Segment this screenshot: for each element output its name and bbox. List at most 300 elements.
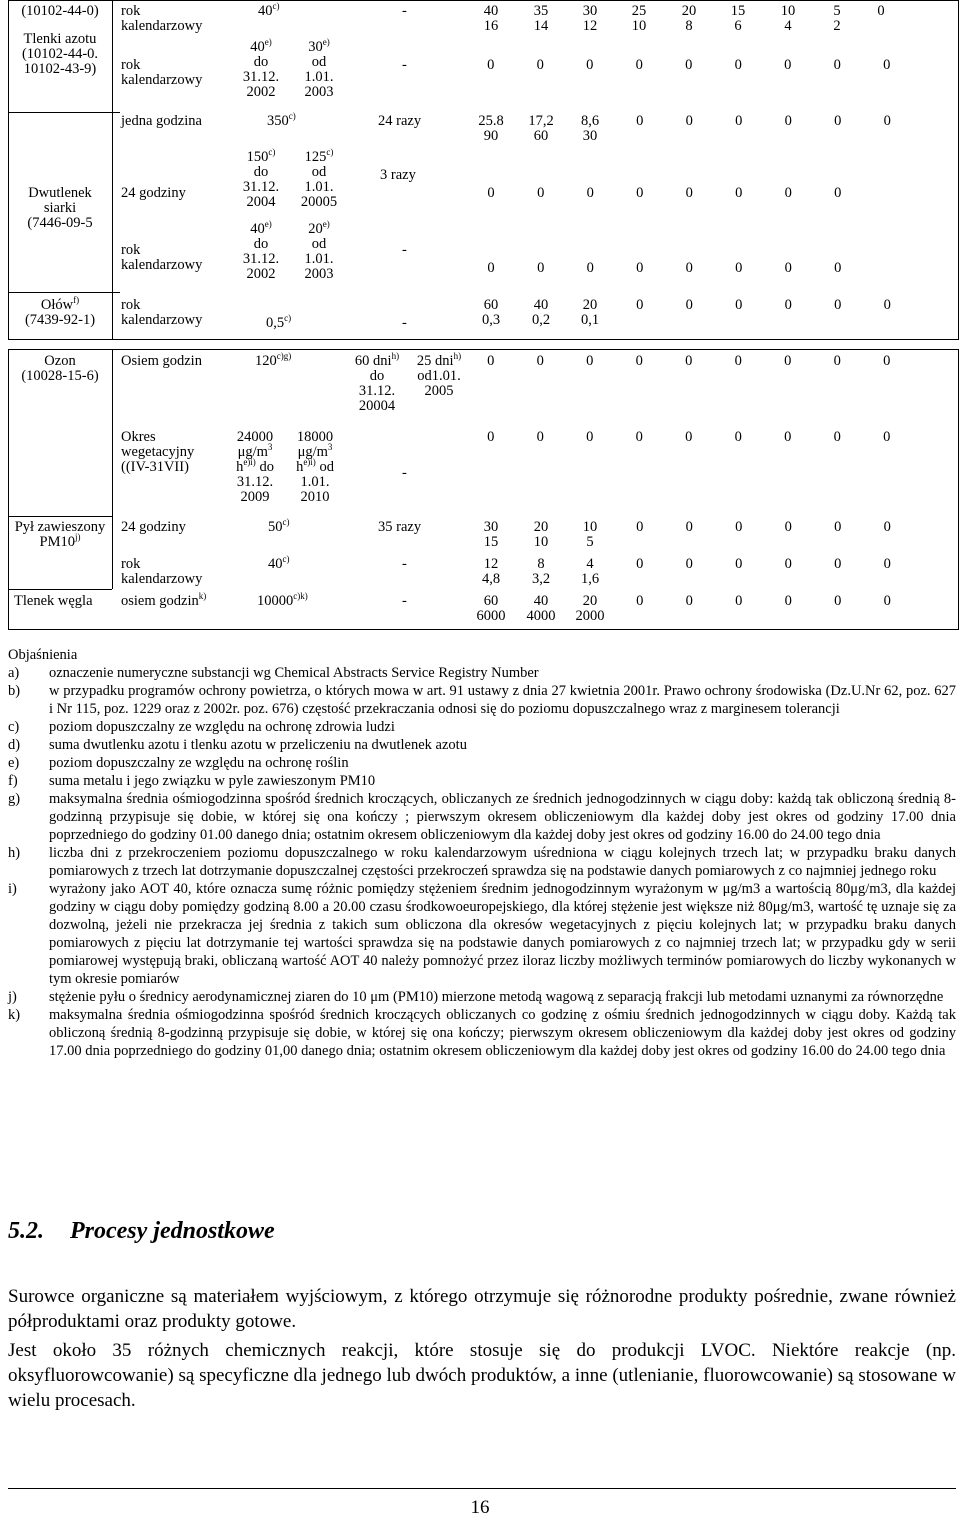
footnote-text: poziom dopuszczalny ze względu na ochronę roślin xyxy=(49,755,349,771)
footnote-ref: h) xyxy=(453,351,462,362)
d xyxy=(346,351,408,369)
margin-pair xyxy=(571,594,609,624)
margin-pair xyxy=(522,520,560,550)
split-value-to xyxy=(286,430,344,505)
z: 0 xyxy=(834,556,842,572)
footnote-ref: c) xyxy=(282,517,290,528)
m: 90 xyxy=(483,128,499,144)
d: 1.01. xyxy=(304,179,334,195)
z: 0 xyxy=(734,57,742,73)
period-label: Osiem godzin xyxy=(121,353,202,369)
z: 0 xyxy=(487,353,495,369)
d: 2005 xyxy=(424,383,454,399)
margin-pair xyxy=(721,4,755,34)
m: 4 xyxy=(586,556,594,572)
z: 0 xyxy=(735,185,743,201)
z: 0 xyxy=(734,353,742,369)
substance-olow xyxy=(8,295,112,328)
zero-row xyxy=(466,58,912,73)
margin-pair xyxy=(474,4,508,34)
period-line: kalendarzowy xyxy=(121,18,203,34)
v: 125 xyxy=(304,149,327,165)
zero-row xyxy=(466,186,863,201)
m: 17,2 xyxy=(528,113,554,129)
exceedances: 3 razy xyxy=(380,167,416,183)
v: do xyxy=(259,459,274,475)
m: 20 xyxy=(582,297,598,313)
m: 35 xyxy=(533,3,549,19)
z: 0 xyxy=(636,519,644,535)
footnote-item xyxy=(8,664,956,682)
d: 2003 xyxy=(304,266,334,282)
z: 0 xyxy=(784,556,792,572)
footnote-ref: c) xyxy=(288,111,296,122)
m: 10 xyxy=(780,3,796,19)
m: 0,2 xyxy=(531,312,551,328)
z: 0 xyxy=(636,593,644,609)
margin-value: 0 xyxy=(877,3,885,19)
z: 0 xyxy=(834,113,842,129)
z: 0 xyxy=(735,593,743,609)
footnote-ref: f) xyxy=(73,295,80,306)
row-divider xyxy=(8,112,120,113)
z: 0 xyxy=(685,113,693,129)
z: 0 xyxy=(635,57,643,73)
z: 0 xyxy=(735,297,743,313)
footnote-item xyxy=(8,754,956,772)
v: μg/m xyxy=(297,444,328,460)
margin-pair xyxy=(573,4,607,34)
period-line: ((IV-31VII) xyxy=(121,459,189,475)
m: 12 xyxy=(483,556,499,572)
z: 0 xyxy=(685,297,693,313)
period-label xyxy=(121,557,202,587)
m: 25.8 xyxy=(478,113,504,129)
m: 20 xyxy=(681,3,697,19)
value xyxy=(236,147,286,165)
exceedances: 35 razy xyxy=(378,519,422,535)
d: od xyxy=(311,164,327,180)
z: 0 xyxy=(636,260,644,276)
value: 50 xyxy=(268,519,283,535)
footnote-item xyxy=(8,736,956,754)
d: 2010 xyxy=(300,489,330,505)
dash: - xyxy=(402,3,407,19)
footnotes xyxy=(8,646,956,1060)
zero-row xyxy=(466,261,863,276)
z: 0 xyxy=(734,429,742,445)
z: 0 xyxy=(635,429,643,445)
d: 24000 xyxy=(236,429,274,445)
z: 0 xyxy=(784,113,792,129)
d: 31.12. xyxy=(236,474,274,490)
s: Ołów xyxy=(40,297,74,313)
value: 0,5 xyxy=(266,315,285,331)
z: 0 xyxy=(834,593,842,609)
z: 0 xyxy=(685,260,693,276)
margin-pair xyxy=(522,557,560,587)
d xyxy=(410,351,468,369)
z: 0 xyxy=(586,185,594,201)
z: 0 xyxy=(883,353,891,369)
substance-line: Pył zawieszony xyxy=(14,519,106,535)
period-line: rok xyxy=(121,57,141,73)
footnote-ref: c) xyxy=(282,554,290,565)
d: od1.01. xyxy=(417,368,461,384)
v: h xyxy=(236,459,244,475)
period-label xyxy=(121,243,202,273)
d: 2003 xyxy=(304,84,334,100)
margin-pair xyxy=(571,520,609,550)
m: 2000 xyxy=(575,608,605,624)
m: 1,6 xyxy=(580,571,600,587)
footnote-item xyxy=(8,772,956,790)
split-value-to xyxy=(294,219,344,282)
footnote-letter: c) xyxy=(8,719,20,735)
period-line: kalendarzowy xyxy=(121,312,203,328)
split-value-from xyxy=(236,37,286,100)
margin-pair xyxy=(472,520,510,550)
split-value-to xyxy=(294,147,344,210)
d: 2002 xyxy=(246,266,276,282)
m: 10 xyxy=(533,534,549,550)
footnote-item xyxy=(8,682,956,718)
period-label: 24 godziny xyxy=(121,519,186,535)
footnote-text: oznaczenie numeryczne substancji wg Chemical Abstracts Service Registry Number xyxy=(49,665,539,681)
z: 0 xyxy=(685,429,693,445)
zero-row xyxy=(466,430,912,445)
m: 2 xyxy=(833,18,841,34)
m: 3,2 xyxy=(531,571,551,587)
footnote-letter: a) xyxy=(8,665,20,681)
period-line: kalendarzowy xyxy=(121,571,203,587)
z: 0 xyxy=(636,297,644,313)
days-after xyxy=(410,351,468,399)
margin-pair xyxy=(472,298,510,328)
value: 40 xyxy=(268,556,283,572)
margin-pair xyxy=(522,298,560,328)
z: 0 xyxy=(636,556,644,572)
value-cell xyxy=(268,517,290,535)
zero-row xyxy=(615,557,912,572)
m: 60 xyxy=(483,593,499,609)
z: 0 xyxy=(536,429,544,445)
substance-line: (7439-92-1) xyxy=(24,312,96,328)
z: 0 xyxy=(735,260,743,276)
period-label: jedna godzina xyxy=(121,113,202,129)
zero-row xyxy=(615,298,912,313)
footnote-text: maksymalna średnia ośmiogodzinna spośród średnich kroczących, obliczanych ze średnich jednogodzinnych w ciągu doby: każdą tak obliczoną średnią 8-godzinną przypisuje się dobie, w której się ona kończy ; pierwszym okresem obliczeniowym dla każdej doby jest okres od godziny 17.00 dnia poprzedniego do godziny 01.00 danego dnia; ostatnim okresem obliczeniowym dla każdej doby jest okres od godziny 16.00 do 24.00 tego dnia xyxy=(49,791,956,843)
m: 0,3 xyxy=(481,312,501,328)
footnote-item xyxy=(8,844,956,880)
value-cell xyxy=(266,313,292,331)
z: 0 xyxy=(883,556,891,572)
margin-pair xyxy=(771,4,805,34)
d: 2009 xyxy=(240,489,270,505)
exceedances: 24 razy xyxy=(378,113,422,129)
table-upper-divider xyxy=(112,0,113,340)
value xyxy=(294,219,344,237)
section-paragraph: Surowce organiczne są materiałem wyjściowym, z którego otrzymuje się różnorodne produkty pośrednie, zwane również półproduktami oraz produkty gotowe. xyxy=(8,1286,956,1332)
m: 40 xyxy=(483,3,499,19)
s: PM10 xyxy=(39,534,75,550)
z: 0 xyxy=(537,260,545,276)
d: 1.01. xyxy=(300,474,330,490)
z: 0 xyxy=(636,113,644,129)
period-label xyxy=(121,430,194,475)
d: 20005 xyxy=(300,194,338,210)
m: 15 xyxy=(483,534,499,550)
v: od xyxy=(319,459,334,475)
m: 4,8 xyxy=(481,571,501,587)
footnote-ref: e)i) xyxy=(243,457,256,468)
m: 16 xyxy=(483,18,499,34)
margin-pair xyxy=(571,114,609,144)
footnote-letter: i) xyxy=(8,881,17,897)
footnote-ref: e) xyxy=(322,219,330,230)
z: 0 xyxy=(735,519,743,535)
d: do xyxy=(369,368,385,384)
m: 6 xyxy=(734,18,742,34)
table-upper xyxy=(8,0,959,340)
m: 10 xyxy=(631,18,647,34)
m: 12 xyxy=(582,18,598,34)
dash: - xyxy=(402,57,407,73)
v: 40 xyxy=(250,221,265,237)
z: 0 xyxy=(735,113,743,129)
footnote-text: wyrażony jako AOT 40, które oznacza sumę różnic pomiędzy stężeniem średnim jednogodzinnym wyrażonym w μg/m3 a wartością 80μg/m3, dla każdej godziny w ciągu doby pomiędzy godziną 8.00 a 20.00 czasu środkowoeuropejskiego, dla której stężenie jest większe niż 80μg/m3, wartość tę uznaje się za dozwolną, jeżeli nie przekracza jej średnia z takich sum obliczona dla okresów wegetacyjnych z pięciu kolejnych lat; w przypadku braku danych pomiarowych z pięciu lat dotrzymanie tej wartości sprawdza się na podstawie danych pomiarowych z co najmniej trzech lat; w przypadku gdy w serii pomiarowej występują braki, obliczaną wartość AOT 40 należy pomnożyć przez iloraz liczby możliwych terminów pomiarowych do liczby wykonanych w tym okresie pomiarów xyxy=(49,881,956,987)
z: 0 xyxy=(833,353,841,369)
period-line: wegetacyjny xyxy=(121,444,195,460)
m: 40 xyxy=(533,297,549,313)
z: 0 xyxy=(883,429,891,445)
z: 0 xyxy=(784,260,792,276)
value xyxy=(294,37,344,55)
v: 20 xyxy=(308,221,323,237)
dash: - xyxy=(402,465,407,481)
substance-line: Ozon xyxy=(44,353,76,369)
value: 40 xyxy=(258,3,273,19)
table-lower xyxy=(8,349,959,630)
m: 4000 xyxy=(526,608,556,624)
v: 30 xyxy=(308,39,323,55)
footnote-item xyxy=(8,988,956,1006)
margin-pair xyxy=(522,594,560,624)
d: do xyxy=(253,164,269,180)
footnote-ref: c) xyxy=(268,147,276,158)
section-number: 5.2. xyxy=(8,1218,44,1244)
value-cell xyxy=(268,554,290,572)
footnote-ref: j) xyxy=(74,532,81,543)
footnote-ref: e) xyxy=(264,37,272,48)
z: 0 xyxy=(685,519,693,535)
period-line: rok xyxy=(121,556,141,572)
d: 1.01. xyxy=(304,69,334,85)
z: 0 xyxy=(586,57,594,73)
z: 0 xyxy=(883,113,891,129)
m: 20 xyxy=(582,593,598,609)
z: 0 xyxy=(834,185,842,201)
footnote-text: suma metalu i jego związku w pyle zawieszonym PM10 xyxy=(49,773,376,789)
value: 10000 xyxy=(257,593,294,609)
z: 0 xyxy=(536,57,544,73)
z: 0 xyxy=(586,429,594,445)
period-line: rok xyxy=(121,3,141,19)
footnote-letter: e) xyxy=(8,755,20,771)
z: 0 xyxy=(883,519,891,535)
d: do xyxy=(253,54,269,70)
p: osiem godzin xyxy=(121,593,199,609)
z: 0 xyxy=(883,593,891,609)
d: 31.12. xyxy=(358,383,396,399)
period-line: kalendarzowy xyxy=(121,72,203,88)
footnote-text: liczba dni z przekroczeniem poziomu dopuszczalnego w roku kalendarzowym uśredniona w ciągu kolejnych trzech lat; w przypadku braku danych pomiarowych z trzech lat dotrzymanie dopuszczalnej częstości przekroczeń sprawdza się na podstawie danych pomiarowych z co najmniej jednego roku xyxy=(49,845,956,879)
dash: - xyxy=(402,242,407,258)
d: od xyxy=(311,54,327,70)
z: 0 xyxy=(685,353,693,369)
section-heading xyxy=(8,1218,275,1245)
z: 0 xyxy=(833,429,841,445)
d: 20004 xyxy=(358,398,396,414)
footnote-text: stężenie pyłu o średnicy aerodynamicznej ziaren do 10 μm (PM10) mierzone metodą wagową z separacją frakcji lub metodami uznanymi za równorzędne xyxy=(49,989,944,1005)
d: 18000 xyxy=(296,429,334,445)
footnote-item xyxy=(8,880,956,988)
zero-row xyxy=(615,594,912,609)
substance-line: (7446-09-5 xyxy=(27,215,93,231)
m: 5 xyxy=(586,534,594,550)
value xyxy=(236,219,286,237)
z: 0 xyxy=(685,556,693,572)
value-cell xyxy=(257,591,308,609)
value-cell xyxy=(258,1,280,19)
footnote-ref: 3 xyxy=(267,442,273,453)
m: 4 xyxy=(784,18,792,34)
z: 0 xyxy=(685,593,693,609)
row-divider xyxy=(8,589,112,590)
margin-pair xyxy=(524,4,558,34)
z: 0 xyxy=(685,57,693,73)
m: 30 xyxy=(582,128,598,144)
d xyxy=(226,457,284,475)
margin-pair xyxy=(571,298,609,328)
period-line: rok xyxy=(121,242,141,258)
dash: - xyxy=(402,556,407,572)
z: 0 xyxy=(784,57,792,73)
period-label xyxy=(121,4,202,34)
period-line: Okres xyxy=(121,429,156,445)
footnote-item xyxy=(8,1006,956,1060)
section-title: Procesy jednostkowe xyxy=(70,1218,275,1244)
m: 40 xyxy=(533,593,549,609)
z: 0 xyxy=(487,260,495,276)
footnote-ref: e) xyxy=(322,37,330,48)
z: 0 xyxy=(487,429,495,445)
margin-pair xyxy=(571,557,609,587)
substance-dwutlenek-siarki xyxy=(8,186,112,231)
period-label xyxy=(121,58,202,88)
z: 0 xyxy=(834,519,842,535)
footnote-ref: c)k) xyxy=(293,591,308,602)
m: 8 xyxy=(537,556,545,572)
d: 2004 xyxy=(246,194,276,210)
m: 30 xyxy=(483,519,499,535)
substance-line: (10102-44-0) xyxy=(21,3,99,19)
substance-line: (10102-44-0. xyxy=(21,46,99,62)
m: 15 xyxy=(730,3,746,19)
v: μg/m xyxy=(237,444,268,460)
z: 0 xyxy=(784,185,792,201)
footnote-ref: c) xyxy=(272,1,280,12)
table-lower-divider xyxy=(112,349,113,589)
substance-line xyxy=(8,532,112,550)
row-divider xyxy=(8,292,120,293)
m: 60 xyxy=(483,297,499,313)
m: 25 xyxy=(631,3,647,19)
footnote-ref: k) xyxy=(198,591,207,602)
z: 0 xyxy=(635,353,643,369)
z: 0 xyxy=(784,297,792,313)
split-value-to xyxy=(294,37,344,100)
split-value-from xyxy=(236,147,286,210)
substance-line: 10102-43-9) xyxy=(23,61,97,77)
row-divider xyxy=(8,516,112,517)
substance-line: Tlenki azotu xyxy=(23,31,97,47)
margin-pair xyxy=(472,557,510,587)
substance-pyl-zawieszony xyxy=(8,520,112,550)
z: 0 xyxy=(784,519,792,535)
footnote-letter: b) xyxy=(8,683,21,699)
d: 31.12. xyxy=(242,69,280,85)
m: 5 xyxy=(833,3,841,19)
footnote-letter: k) xyxy=(8,1007,21,1023)
m: 10 xyxy=(582,519,598,535)
period-label xyxy=(121,298,202,328)
v: h xyxy=(296,459,304,475)
page-number: 16 xyxy=(470,1497,490,1518)
value: 350 xyxy=(267,113,289,129)
z: 0 xyxy=(784,593,792,609)
z: 0 xyxy=(586,353,594,369)
dash: - xyxy=(402,315,407,331)
footnote-text: poziom dopuszczalny ze względu na ochronę zdrowia ludzi xyxy=(49,719,395,735)
z: 0 xyxy=(586,260,594,276)
z: 0 xyxy=(685,185,693,201)
footnote-letter: h) xyxy=(8,845,21,861)
period-label: 24 godziny xyxy=(121,185,186,201)
footer-rule xyxy=(8,1488,956,1489)
m: 60 xyxy=(533,128,549,144)
v: 25 dni xyxy=(416,353,454,369)
z: 0 xyxy=(883,297,891,313)
footnote-text: suma dwutlenku azotu i tlenku azotu w przeliczeniu na dwutlenek azotu xyxy=(49,737,467,753)
period-line: kalendarzowy xyxy=(121,257,203,273)
substance-tlenki-azotu xyxy=(8,4,112,77)
footnote-letter: g) xyxy=(8,791,21,807)
substance-line: (10028-15-6) xyxy=(21,368,99,384)
substance-line xyxy=(8,295,112,313)
footnote-item xyxy=(8,790,956,844)
value-cell xyxy=(267,111,296,129)
substance-line: Dwutlenek xyxy=(28,185,92,201)
z: 0 xyxy=(487,185,495,201)
footnote-ref: c)g) xyxy=(276,351,292,362)
margin-pair xyxy=(672,4,706,34)
footnote-letter: f) xyxy=(8,773,18,789)
footnote-ref: e) xyxy=(264,219,272,230)
zero-row xyxy=(615,114,912,129)
margin-pair xyxy=(472,594,510,624)
margin-pair xyxy=(622,4,656,34)
